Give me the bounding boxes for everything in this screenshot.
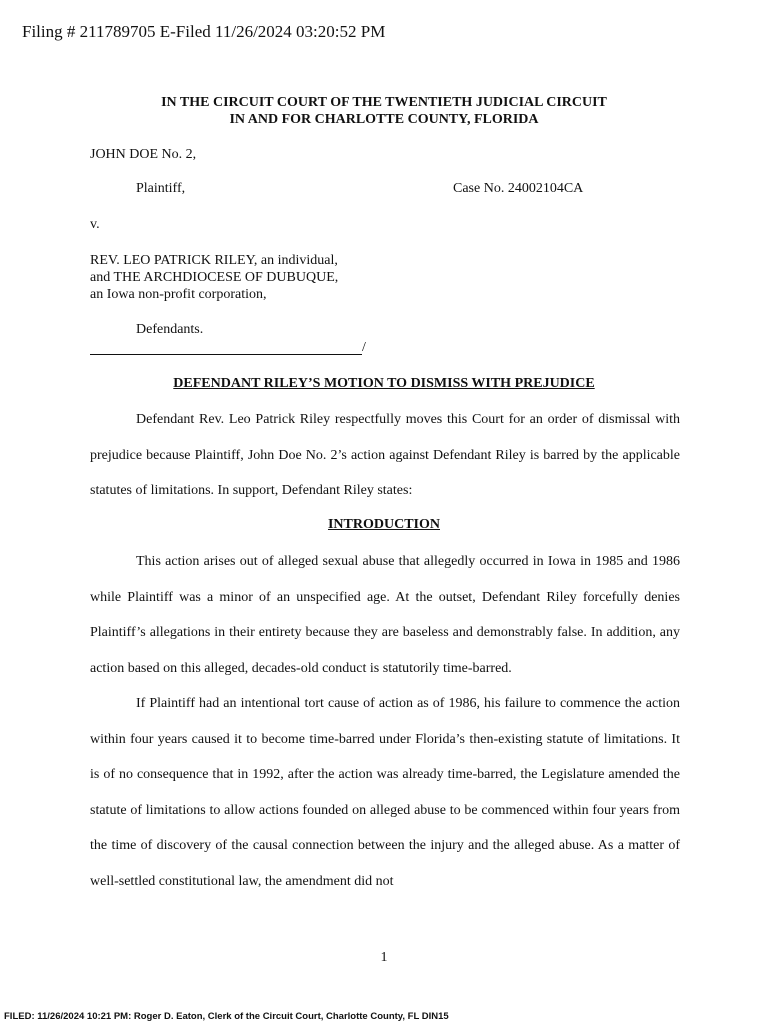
plaintiff-name: JOHN DOE No. 2, — [90, 147, 197, 162]
page-number: 1 — [380, 950, 388, 965]
motion-title-text: DEFENDANT RILEY’S MOTION TO DISMISS WITH PREJUDICE — [173, 376, 595, 391]
intro-paragraph: Defendant Rev. Leo Patrick Riley respectfully moves this Court for an order of dismissal with prejudice because Plaintiff, John Doe No. 2’s action against Defendant Riley is barred by the applicable statutes of limitations. In support, Defendant Riley states: — [90, 412, 680, 498]
versus: v. — [90, 217, 100, 232]
defendants-role: Defendants. — [136, 322, 204, 337]
section-heading-text: INTRODUCTION — [327, 517, 440, 532]
body-paragraph-2: If Plaintiff had an intentional tort cause of action as of 1986, his failure to commence the action within four years caused it to become time-barred under Florida’s then-existing statute of limitations. It is of no consequence that in 1992, after the action was already time-barred, the Legislature amended the statute of limitations to allow actions founded on alleged abuse to be commenced within four years from the time of discovery of the causal connection between the injury and the alleged abuse. As a matter of well-settled constitutional law, the amendment did not — [90, 696, 680, 889]
section-heading — [0, 517, 768, 533]
defendant-line: an Iowa non-profit corporation, — [90, 287, 267, 302]
caption-slash: / — [362, 340, 366, 355]
plaintiff-role: Plaintiff, — [136, 181, 186, 196]
defendants-block — [90, 252, 338, 303]
defendant-line: and THE ARCHDIOCESE OF DUBUQUE, — [90, 270, 339, 285]
court-heading-line-2: IN AND FOR CHARLOTTE COUNTY, FLORIDA — [229, 112, 539, 127]
motion-title — [0, 376, 768, 392]
body-paragraph-1: This action arises out of alleged sexual abuse that allegedly occurred in Iowa in 1985 and 1986 while Plaintiff was a minor of an unspecified age. At the outset, Defendant Riley forcefully denies Plaintiff’s allegations in their entirety because they are baseless and demonstrably false. In addition, any action based on this alleged, decades-old conduct is statutorily time-barred. — [90, 554, 680, 676]
caption-rule — [90, 354, 362, 355]
filing-stamp: Filing # 211789705 E-Filed 11/26/2024 03:20:52 PM — [22, 22, 386, 41]
footer-stamp: FILED: 11/26/2024 10:21 PM: Roger D. Eaton, Clerk of the Circuit Court, Charlotte County, FL DIN15 — [4, 1011, 449, 1022]
court-heading-line-1: IN THE CIRCUIT COURT OF THE TWENTIETH JUDICIAL CIRCUIT — [161, 95, 607, 110]
defendant-line: REV. LEO PATRICK RILEY, an individual, — [90, 253, 338, 268]
case-number: Case No. 24002104CA — [453, 181, 584, 196]
